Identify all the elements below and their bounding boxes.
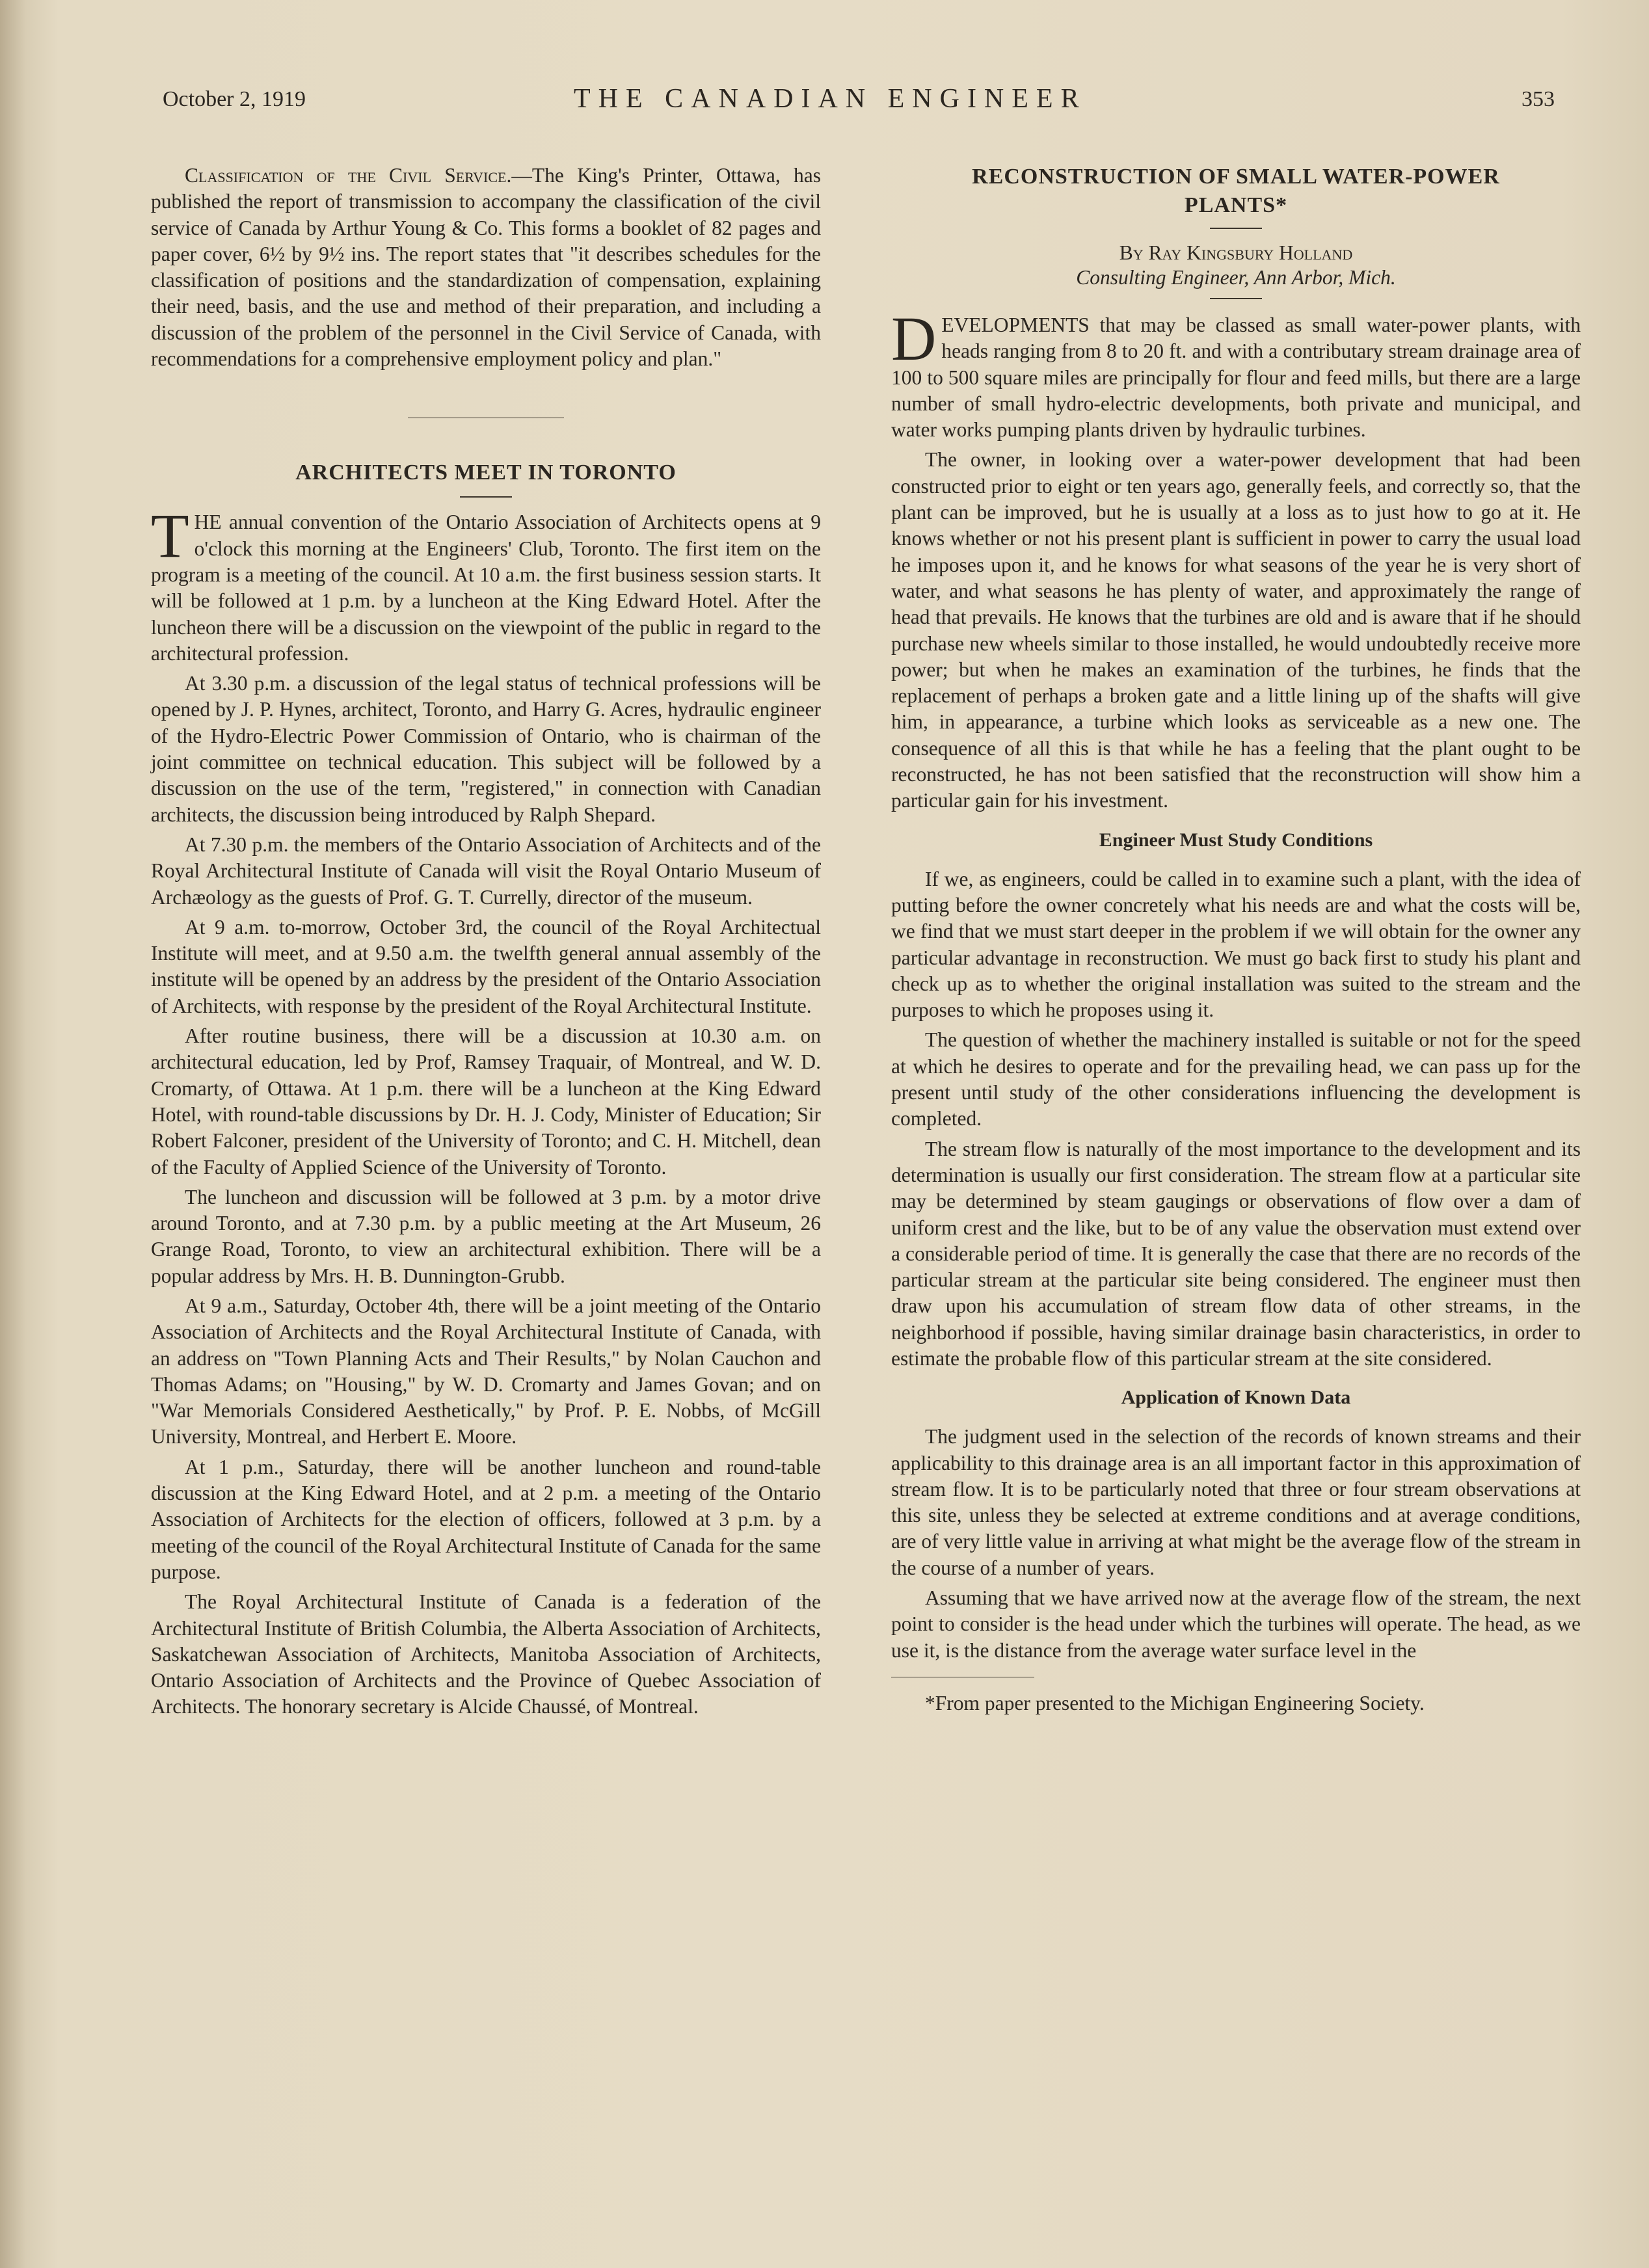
headline-rule xyxy=(460,496,512,498)
drop-cap-t: T xyxy=(151,501,189,571)
right-column xyxy=(891,163,1581,1716)
journal-title: THE CANADIAN ENGINEER xyxy=(574,84,1087,114)
subheading-known-data: Application of Known Data xyxy=(1121,1387,1351,1409)
reconstruction-paragraph-1: DEVELOPMENTS that may be classed as small water-power plants, with heads ranging from 8 to 20 ft. and with a contributary stream drainage area of 100 to 500 square miles are principally for flour and feed mills, but there are a large number of small hydro-electric developments, both private and municipal, and water works pumping plants driven by hydraulic turbines. xyxy=(891,304,1581,442)
reconstruction-paragraph-4: The question of whether the machinery installed is suitable or not for the speed at which he desires to operate and for the prevailing head, we can pass up for the present until study of the other considerations influencing the development is completed. xyxy=(891,1028,1581,1130)
reconstruction-paragraph-7: Assuming that we have arrived now at the average flow of the stream, the next point to consider is the head under which the turbines will operate. The head, as we use it, is the distance from the average water surface level in the xyxy=(891,1586,1581,1662)
reconstruction-headline: RECONSTRUCTION OF SMALL WATER-POWER PLANTS* xyxy=(972,165,1500,217)
footnote: *From paper presented to the Michigan Engineering Society. xyxy=(925,1691,1425,1714)
page-header xyxy=(163,83,1555,122)
reconstruction-paragraph-5: The stream flow is naturally of the most importance to the development and its determination is usually our first consideration. The stream flow at a particular site may be determined by steam gaugings or observations of flow over a dam of uniform crest and the like, but to be of any value the observation must extend over a considerable period of time. It is generally the case that there are no records of the particular stream at the particular site being considered. The engineer must then draw upon his accumulation of stream flow data of other streams, in the neighborhood if possible, having similar drainage basin characteristics, in order to estimate the probable flow of this particular stream at the site considered. xyxy=(891,1137,1581,1370)
author-affiliation: Consulting Engineer, Ann Arbor, Mich. xyxy=(1076,266,1396,289)
civil-service-text: —The King's Printer, Ottawa, has published the report of transmission to accompany the classification of the civil service of Canada by Arthur Young & Co. This forms a booklet of 82 pages and paper cover, 6½ by 9½ ins. The report states that "it describes schedules for the classification of positions and the standardization of compensation, explaining their need, basis, and the use and method of their preparation, and including a discussion of the problem of the personnel in the Civil Service of Canada, with recommendations for a comprehensive employment policy and plan." xyxy=(151,164,821,371)
drop-cap-d: D xyxy=(891,304,937,373)
architects-paragraph-4: At 9 a.m. to-morrow, October 3rd, the council of the Royal Architectual Institute will meet, and at 9.50 a.m. the twelfth general annual assembly of the institute will be opened by an address by the president of the Ontario Association of Architects, with response by the president of the Royal Architectural Institute. xyxy=(151,915,821,1017)
page-number: 353 xyxy=(1522,87,1555,111)
civil-service-item xyxy=(151,163,821,372)
architects-headline: ARCHITECTS MEET IN TORONTO xyxy=(295,460,677,485)
architects-paragraph-1: THE annual convention of the Ontario Association of Architects opens at 9 o'clock this morning at the Engineers' Club, Toronto. The first item on the program is a meeting of the council. At 10 a.m. the first business session starts. It will be followed at 1 p.m. by a luncheon at the King Edward Hotel. After the luncheon there will be a discussion on the viewpoint of the public in regard to the architectural profession. xyxy=(151,501,821,665)
subheading-study-conditions: Engineer Must Study Conditions xyxy=(1099,829,1373,851)
issue-date: October 2, 1919 xyxy=(163,87,306,111)
reconstruction-paragraph-6: The judgment used in the selection of the records of known streams and their applicability to this drainage area is an all important factor in this approximation of stream flow. It is to be particularly noted that three or four stream observations at this site, unless they be selected at extreme conditions and at average conditions, are of very little value in arriving at what might be the average flow of the stream in the course of a number of years. xyxy=(891,1425,1581,1579)
author-byline: By Ray Kingsbury Holland xyxy=(1119,241,1353,264)
headline-rule xyxy=(1210,228,1262,229)
reconstruction-paragraph-3: If we, as engineers, could be called in to examine such a plant, with the idea of putting before the owner concretely what his needs are and what the costs will be, we find that we must start deeper in the problem if we will obtain for the owner any particular advantage in reconstruction. We must go back first to study his plant and check up as to whether the original installation was suited to the stream and the purposes to which he proposes using it. xyxy=(891,867,1581,1022)
architects-paragraph-9: The Royal Architectural Institute of Canada is a federation of the Architectural Institute of British Columbia, the Alberta Association of Architects, Saskatchewan Association of Architects, Manitoba Association of Architects, Ontario Association of Architects and the Province of Quebec Association of Architects. The honorary secretary is Alcide Chaussé, of Montreal. xyxy=(151,1590,821,1718)
architects-paragraph-5: After routine business, there will be a discussion at 10.30 a.m. on architectural education, led by Prof, Ramsey Traquair, of Montreal, and W. D. Cromarty, of Ottawa. At 1 p.m. there will be a luncheon at the King Edward Hotel, with round-table discussions by Dr. H. J. Cody, Minister of Education; Sir Robert Falconer, president of the University of Toronto; and C. H. Mitchell, dean of the Faculty of Applied Science of the University of Toronto. xyxy=(151,1024,821,1179)
architects-paragraph-3: At 7.30 p.m. the members of the Ontario Association of Architects and of the Royal Architectural Institute of Canada will visit the Royal Ontario Museum of Archæology as the guests of Prof. G. T. Currelly, director of the museum. xyxy=(151,833,821,909)
architects-paragraph-8: At 1 p.m., Saturday, there will be another luncheon and round-table discussion at the King Edward Hotel, and at 2 p.m. a meeting of the Ontario Association of Architects for the election of officers, followed at 3 p.m. by a meeting of the council of the Royal Architectural Institute of Canada for the same purpose. xyxy=(151,1455,821,1583)
reconstruction-paragraph-2: The owner, in looking over a water-power development that had been constructed prior to eight or ten years ago, generally feels, and correctly so, that the plant can be improved, but he is usually at a loss as to just how to go at it. He knows whether or not his present plant is sufficient in power to carry the usual load he imposes upon it, and he knows for what seasons of the year he is very short of water, and what seasons he has plenty of water, and approximately the range of head that prevails. He knows that the turbines are old and is aware that if he should purchase new wheels similar to those installed, he would undoubtedly receive more power; but when he makes an examination of the turbines, he finds that the replacement of perhaps a broken gate and a little lining up of the shafts will give him, in appearance, a turbine which looks as serviceable as a new one. The consequence of all this is that while he has a feeling that the plant ought to be reconstructed, he has not been satisfied that the reconstruction will show him a particular gain for his investment. xyxy=(891,448,1581,812)
byline-rule xyxy=(1210,298,1262,299)
left-column xyxy=(151,163,821,1720)
architects-paragraph-7: At 9 a.m., Saturday, October 4th, there will be a joint meeting of the Ontario Association of Architects and the Royal Architectural Institute of Canada, with an address on "Town Planning Acts and Their Results," by Nolan Cauchon and Thomas Adams; on "Housing," by W. D. Cromarty and James Govan; and on "War Memorials Considered Aesthetically," by Prof. P. E. Nobbs, of McGill University, Montreal, and Herbert E. Moore. xyxy=(151,1294,821,1448)
civil-service-lead: Classification of the Civil Service. xyxy=(185,164,512,187)
architects-paragraph-2: At 3.30 p.m. a discussion of the legal status of technical professions will be opened by J. P. Hynes, architect, Toronto, and Harry G. Acres, hydraulic engineer of the Hydro-Electric Power Commission of Ontario, who is chairman of the joint committee on technical education. This subject will be followed by a discussion on the use of the term, "registered," in connection with Canadian architects, the discussion being introduced by Ralph Shepard. xyxy=(151,672,821,826)
architects-paragraph-6: The luncheon and discussion will be followed at 3 p.m. by a motor drive around Toronto, and at 7.30 p.m. by a public meeting at the Art Museum, 26 Grange Road, Toronto, to view an architectural exhibition. There will be a popular address by Mrs. H. B. Dunnington-Grubb. xyxy=(151,1185,821,1287)
